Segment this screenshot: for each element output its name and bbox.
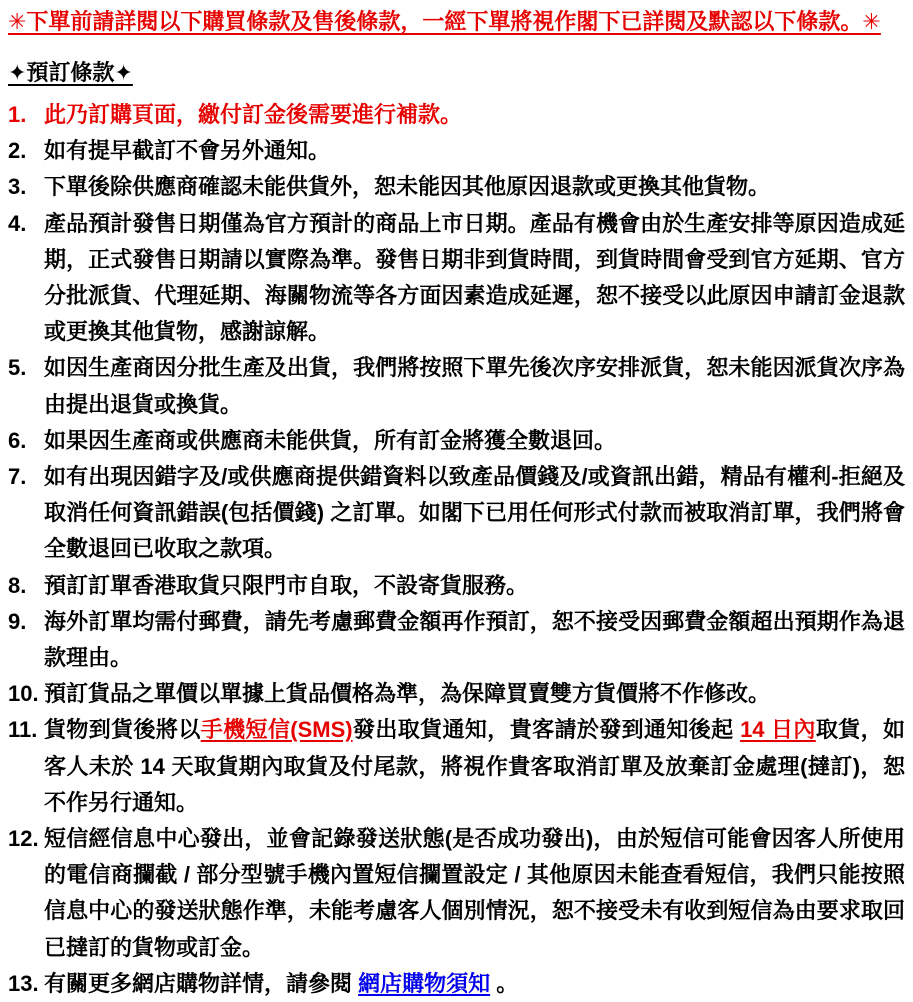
term-text: 有關更多網店購物詳情，請參閱	[44, 970, 359, 996]
term-item	[8, 676, 905, 712]
term-item	[8, 712, 905, 821]
pre-order-warning-banner: ✳下單前請詳閱以下購買條款及售後條款，一經下單將視作閣下已詳閱及默認以下條款。✳	[8, 9, 881, 34]
term-text: 如有出現因錯字及/或供應商提供錯資料以致產品價錢及/或資訊出錯，精品有權利-拒絕及取消任何資訊錯誤(包括價錢) 之訂單。如閣下已用任何形式付款而被取消訂單，我們將會全數退回已收取之款項。	[44, 464, 905, 562]
term-number: 6.	[8, 427, 27, 453]
term-item	[8, 821, 905, 966]
term-number: 9.	[8, 608, 27, 634]
terms-list	[8, 97, 905, 1002]
term-text: 如有提早截訂不會另外通知。	[44, 138, 331, 164]
term-item	[8, 604, 905, 676]
term-text: 發出取貨通知，貴客請於發到通知後起	[352, 717, 741, 743]
term-item	[8, 966, 905, 1002]
term-item	[8, 568, 905, 604]
term-text: 手機短信(SMS)	[200, 717, 353, 743]
term-text: 取貨，如客人未於 14 天取貨期內取貨及付尾款，將視作貴客取消訂單及放棄訂金處理(撻訂)，恕不作另行通知。	[44, 717, 905, 815]
term-text: 產品預計發售日期僅為官方預計的商品上市日期。產品有機會由於生產安排等原因造成延期，正式發售日期請以實際為準。發售日期非到貨時間，到貨時間會受到官方延期、官方分批派貨、代理延期、海關物流等各方面因素造成延遲，恕不接受以此原因申請訂金退款或更換其他貨物，感謝諒解。	[44, 210, 905, 345]
term-text: 此乃訂購頁面，繳付訂金後需要進行補款。	[44, 102, 463, 127]
term-number: 3.	[8, 174, 27, 200]
term-text: 預訂貨品之單價以單據上貨品價格為準，為保障買賣雙方貨價將不作修改。	[44, 681, 771, 707]
term-number: 4.	[8, 210, 27, 236]
term-number: 10.	[8, 681, 39, 707]
term-number: 1.	[8, 102, 27, 127]
term-item	[8, 97, 905, 133]
term-item	[8, 459, 905, 568]
term-text: 海外訂單均需付郵費，請先考慮郵費金額再作預訂，恕不接受因郵費金額超出預期作為退款理由。	[44, 608, 905, 671]
term-number: 8.	[8, 572, 27, 598]
term-text: 下單後除供應商確認未能供貨外，恕未能因其他原因退款或更換其他貨物。	[44, 174, 771, 200]
term-text: 短信經信息中心發出，並會記錄發送狀態(是否成功發出)，由於短信可能會因客人所使用的電信商攔截 / 部分型號手機內置短信攔置設定 / 其他原因未能查看短信，我們只能按照信息中心的發送狀態作準，未能考慮客人個別情況，恕不接受未有收到短信為由要求取回已撻訂的貨物或訂金。	[44, 826, 905, 960]
term-number: 2.	[8, 138, 27, 164]
shop-notice-link[interactable]: 網店購物須知	[358, 970, 491, 996]
section-title-preorder-terms: ✦預訂條款✦	[8, 60, 133, 85]
term-item	[8, 169, 905, 205]
term-item	[8, 423, 905, 459]
term-text: 預訂訂單香港取貨只限門市自取，不設寄貨服務。	[44, 572, 529, 598]
term-text: 。	[490, 970, 519, 996]
term-text: 如因生產商因分批生產及出貨，我們將按照下單先後次序安排派貨，恕未能因派貨次序為由提出退貨或換貨。	[44, 355, 905, 417]
term-number: 5.	[8, 355, 27, 381]
term-text: 14 日內	[740, 717, 816, 743]
term-number: 7.	[8, 464, 27, 490]
term-text: 貨物到貨後將以	[44, 717, 201, 743]
term-number: 13.	[8, 970, 39, 996]
term-text: 如果因生產商或供應商未能供貨，所有訂金將獲全數退回。	[44, 427, 617, 453]
term-item	[8, 350, 905, 422]
term-number: 12.	[8, 826, 39, 852]
term-item	[8, 206, 905, 351]
term-number: 11.	[8, 717, 38, 743]
term-item	[8, 133, 905, 169]
